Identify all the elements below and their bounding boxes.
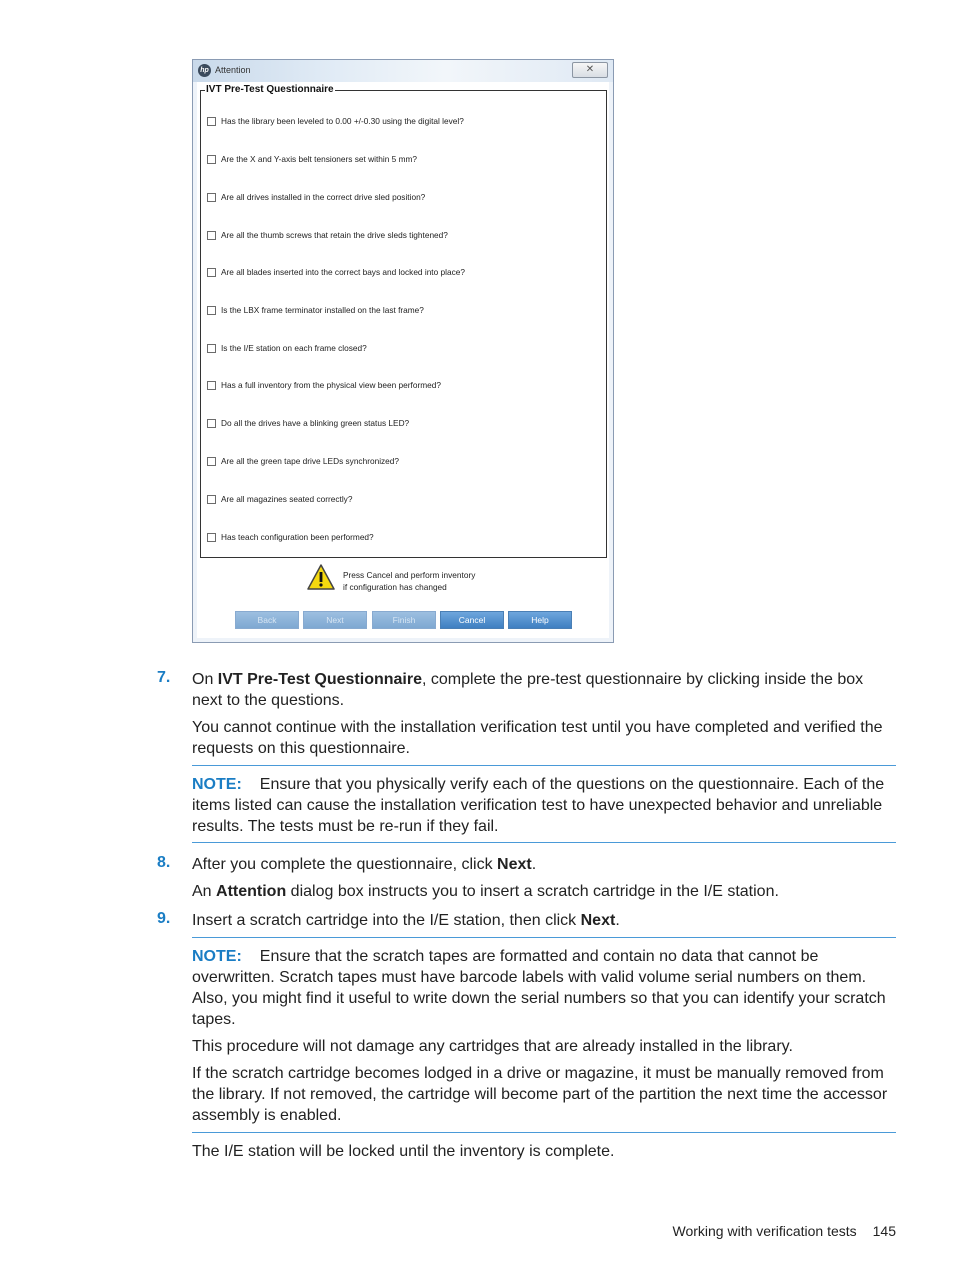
question-row (207, 455, 399, 467)
note-rule-top (192, 937, 896, 938)
question-label: Is the I/E station on each frame closed? (221, 343, 367, 353)
question-checkbox[interactable] (207, 306, 216, 315)
text-run: . (615, 912, 620, 929)
question-label: Are all drives installed in the correct drive sled position? (221, 192, 426, 202)
note-rule-bottom (192, 842, 896, 843)
question-row (207, 493, 352, 505)
question-row (207, 417, 409, 429)
group-title: IVT Pre-Test Questionnaire (206, 84, 334, 95)
question-label: Are all magazines seated correctly? (221, 494, 353, 504)
warning-line: if configuration has changed (343, 582, 447, 592)
text-run: An (192, 883, 217, 900)
warning-line: Press Cancel and perform inventory (343, 570, 476, 580)
warning-icon (307, 564, 335, 590)
step-9-final: The I/E station will be locked until the inventory is complete. (192, 1143, 615, 1160)
warning-message (343, 569, 475, 593)
question-checkbox[interactable] (207, 344, 216, 353)
text-run: After you complete the questionnaire, click (192, 856, 498, 873)
question-row (207, 191, 425, 203)
question-row (207, 153, 417, 165)
close-button[interactable]: ✕ (572, 62, 608, 78)
question-row (207, 342, 367, 354)
step-8-paragraph (192, 881, 897, 902)
question-checkbox[interactable] (207, 495, 216, 504)
back-button[interactable]: Back (235, 611, 299, 629)
text-run: dialog box instructs you to insert a scratch cartridge in the I/E station. (286, 883, 779, 900)
attention-dialog (192, 59, 614, 643)
question-checkbox[interactable] (207, 381, 216, 390)
text-run-bold: Next (497, 856, 532, 873)
note-rule-bottom (192, 1132, 896, 1133)
text-run: On (192, 671, 218, 688)
question-label: Has teach configuration been performed? (221, 532, 374, 542)
step-8-text (192, 854, 897, 875)
question-label: Is the LBX frame terminator installed on the last frame? (221, 305, 424, 315)
step-number: 9. (157, 910, 171, 927)
text-run: . (531, 856, 537, 873)
dialog-titlebar (193, 60, 613, 82)
footer-section: Working with verification tests (672, 1223, 857, 1239)
text-run: , complete the pre-test questionnaire by clicking inside the box next to the questions. (192, 671, 864, 709)
note-text: Ensure that the scratch tapes are formatted and contain no data that cannot be overwritten. Scratch tapes must have barcode labels with valid volume serial numbers on them. Also, you might find it useful to write down the serial numbers so that you can identify your scratch tapes. (192, 948, 886, 1028)
question-checkbox[interactable] (207, 117, 216, 126)
help-button[interactable]: Help (508, 611, 572, 629)
text-run-bold: Next (580, 912, 616, 929)
question-row (207, 229, 448, 241)
note-text: Ensure that you physically verify each of the questions on the questionnaire. Each of the items listed can cause the installation verification test to have unexpected behavior and unreliable results. The tests must be re-run if they fail. (192, 776, 885, 835)
text-run: Insert a scratch cartridge into the I/E station, then click (192, 912, 581, 929)
questionnaire-group (200, 84, 607, 558)
cancel-button[interactable]: Cancel (440, 611, 504, 629)
note-label: NOTE: (192, 948, 242, 965)
note-7 (192, 774, 897, 837)
question-row (207, 531, 374, 543)
note-9 (192, 946, 897, 1030)
question-checkbox[interactable] (207, 231, 216, 240)
step-9-text (192, 910, 897, 931)
note-rule-top (192, 765, 896, 766)
step-number: 7. (157, 669, 171, 686)
question-label: Has the library been leveled to 0.00 +/-0.30 using the digital level? (221, 116, 464, 126)
dialog-client (197, 82, 609, 638)
note-9-paragraph: This procedure will not damage any cartridges that are already installed in the library. (192, 1038, 793, 1055)
question-checkbox[interactable] (207, 457, 216, 466)
question-row (207, 266, 465, 278)
question-checkbox[interactable] (207, 193, 216, 202)
question-checkbox[interactable] (207, 419, 216, 428)
step-7-text (192, 669, 897, 711)
question-row (207, 379, 441, 391)
question-checkbox[interactable] (207, 533, 216, 542)
question-checkbox[interactable] (207, 268, 216, 277)
finish-button[interactable]: Finish (372, 611, 436, 629)
question-checkbox[interactable] (207, 155, 216, 164)
step-number: 8. (157, 854, 171, 871)
page-footer (673, 1223, 897, 1239)
note-label: NOTE: (192, 776, 242, 793)
page-number: 145 (872, 1223, 896, 1239)
text-run-bold: Attention (216, 883, 287, 900)
step-7-paragraph: You cannot continue with the installation verification test until you have completed and verified the requests on this questionnaire. (192, 719, 883, 757)
question-label: Are all the thumb screws that retain the drive sleds tightened? (221, 230, 448, 240)
question-label: Do all the drives have a blinking green status LED? (221, 418, 410, 428)
question-row (207, 304, 424, 316)
question-label: Are the X and Y-axis belt tensioners set within 5 mm? (221, 154, 418, 164)
question-row (207, 115, 464, 127)
next-button[interactable]: Next (303, 611, 367, 629)
hp-logo-icon: hp (198, 64, 211, 77)
note-9-paragraph: If the scratch cartridge becomes lodged in a drive or magazine, it must be manually removed from the library. If not removed, the cartridge will become part of the partition the next time the accessor assembly is enabled. (192, 1065, 888, 1124)
dialog-title: Attention (215, 65, 251, 75)
text-run-bold: IVT Pre-Test Questionnaire (217, 671, 422, 688)
question-label: Are all blades inserted into the correct bays and locked into place? (221, 267, 465, 277)
question-label: Has a full inventory from the physical view been performed? (221, 380, 441, 390)
question-label: Are all the green tape drive LEDs synchronized? (221, 456, 400, 466)
